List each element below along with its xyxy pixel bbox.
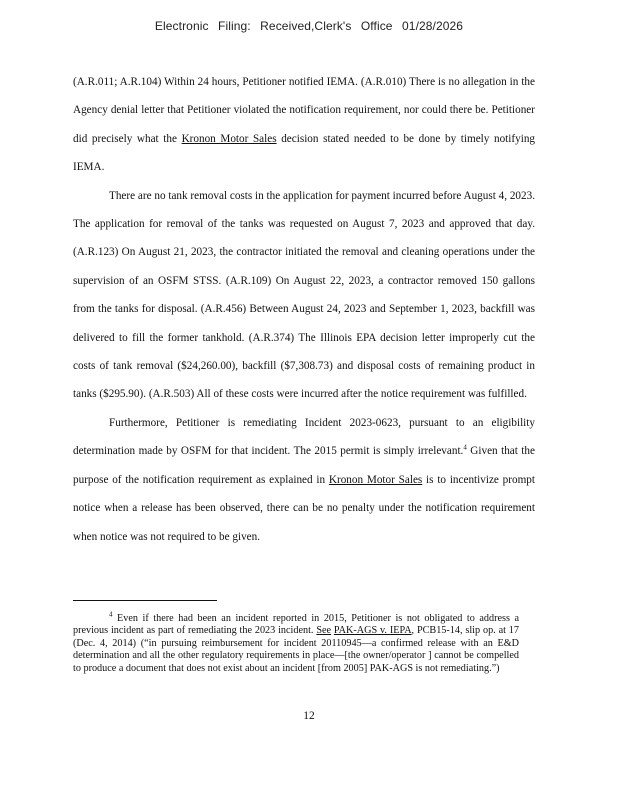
paragraph-2: There are no tank removal costs in the application for payment incurred before August 4, 2023. The application for removal of the tanks was requested on August 7, 2023 and approved that day. (A.R.123) On August 21, 2023, the contractor initiated the removal and cleaning operations under the supervision of an OSFM STSS. (A.R.109) On August 22, 2023, a contractor removed 150 gallons from the tanks for disposal. (A.R.456) Between August 24, 2023 and September 1, 2023, backfill was delivered to fill the former tankhold. (A.R.374) The Illinois EPA decision letter improperly cut the costs of tank removal ($24,260.00), backfill ($7,308.73) and disposal costs of remaining product in tanks ($295.90). (A.R.503) All of these costs were incurred after the notice requirement was fulfilled. — [73, 189, 535, 401]
footnote-see-signal: See — [316, 625, 332, 637]
footnote-text-a: Even if there had been an incident reported in 2015, Petitioner is not obligated to address a previous incident as part of remediating the 2023 incident. — [73, 613, 519, 637]
paragraph-3-text-a: Furthermore, Petitioner is remediating Incident 2023-0623, pursuant to an eligibility determination made by OSFM for that incident. The 2015 permit is simply irrelevant. — [73, 416, 535, 458]
document-body — [73, 68, 535, 551]
paragraph-1 — [73, 68, 535, 182]
paragraph-1-text-b: decision stated needed to be done by timely notifying IEMA. — [73, 132, 536, 174]
paragraph-1-text-a: (A.R.011; A.R.104) Within 24 hours, Petitioner notified IEMA. (A.R.010) There is no allegation in the Agency denial letter that Petitioner violated the notification requirement, nor could there be. Petitioner did precisely what the — [73, 76, 535, 145]
page-number: 12 — [303, 710, 315, 722]
footnote-divider — [73, 600, 217, 601]
paragraph-3 — [73, 409, 535, 551]
footnote-text-b: , PCB15-14, slip op. at 17 (Dec. 4, 2014) (“in pursuing reimbursement for incident 20110945—a confirmed release with an E&D determination and all the other regulatory requirements in place—[the owner/operator ] cannot be compelled to produce a document that does not exist about an incident [from 2005] PAK-AGS is not remediating.”) — [73, 625, 519, 674]
footnote-number: 4 — [109, 610, 113, 619]
case-citation-kronon: Kronon Motor Sales — [181, 132, 277, 145]
case-citation-pak-ags: PAK-AGS v. IEPA — [333, 625, 412, 637]
footnote-reference: 4 — [463, 443, 467, 452]
case-citation-kronon-2: Kronon Motor Sales — [328, 473, 423, 486]
footnote-4 — [73, 610, 519, 675]
footnote-text — [73, 610, 519, 675]
filing-header: Electronic Filing: Received,Clerk's Office 01/28/2026 — [154, 19, 464, 33]
paragraph-3-text-c: is to incentivize prompt notice when a release has been observed, there can be no penalty under the notification requirement when notice was not required to be given. — [73, 473, 536, 543]
paragraph-3-text-b: Given that the purpose of the notification requirement as explained in — [73, 445, 535, 486]
